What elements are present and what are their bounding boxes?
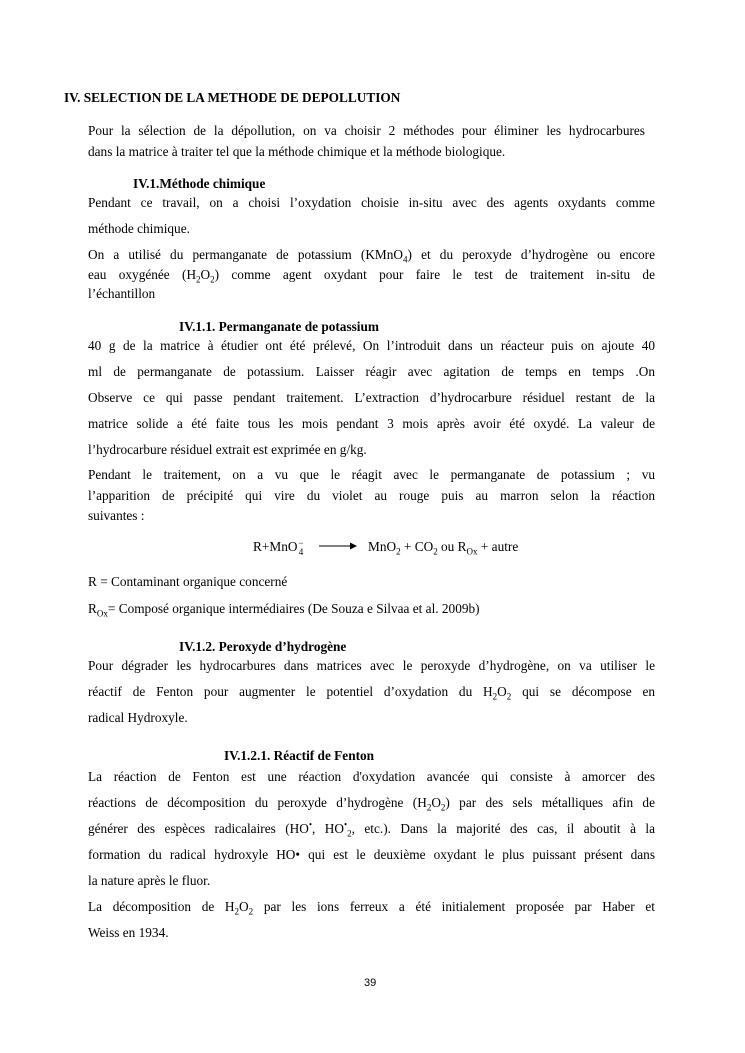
peroxyde-line-2: réactif de Fenton pour augmenter le potentiel d’oxydation du $H_2O_2$ qui se décompose en (88, 684, 656, 702)
haber-line-2: Weiss en 1934. (88, 925, 169, 940)
permanganate-line-4: matrice solide a été faite tous les mois pendant 3 mois après avoir été oxydé. La valeur de (88, 416, 655, 431)
chimique-line-2: méthode chimique. (88, 221, 190, 236)
permanganate-line-3: Observe ce qui passe pendant traitement. L’extraction d’hydrocarbure résiduel restant de la (88, 390, 655, 405)
heading-methode-chimique: IV.1.Méthode chimique (133, 176, 266, 191)
peroxyde-line-3: radical Hydroxyle. (88, 710, 188, 725)
intro-line-1: Pour la sélection de la dépollution, on va choisir 2 méthodes pour éliminer les hydrocarbures (88, 123, 645, 138)
traitement-line-2: l’apparition de précipité qui vire du violet au rouge puis au marron selon la réaction (88, 488, 655, 503)
fenton-line-2: réactions de décomposition du peroxyde d’hydrogène $(H_2O_2)$ par des sels métalliques afin de (88, 795, 655, 813)
oxydants-line-3: l’échantillon (88, 286, 156, 301)
peroxyde-line-1: Pour dégrader les hydrocarbures dans matrices avec le peroxyde d’hydrogène, on va utiliser le (88, 658, 655, 673)
fenton-line-4: formation du radical hydroxyle HO• qui est le deuxième oxydant le plus puissant présent dans (88, 847, 655, 862)
fenton-line-3: générer des espèces radicalaires (HO•, $HO^•_2$, etc.). Dans la majorité des cas, il aboutit à la (88, 819, 656, 839)
definition-rox: $R_{Ox}=$ Composé organique intermédiaires (De Souza e Silvaa et al. 2009b) (88, 601, 480, 619)
heading-fenton: IV.1.2.1. Réactif de Fenton (224, 748, 375, 763)
permanganate-line-5: l’hydrocarbure résiduel extrait est exprimée en g/kg. (88, 442, 367, 457)
definition-r: R = Contaminant organique concerné (88, 574, 288, 589)
reaction-arrow-icon (318, 540, 358, 552)
chimique-line-1: Pendant ce travail, on a choisi l’oxydation choisie in-situ avec des agents oxydants comme (88, 195, 655, 210)
heading-peroxyde: IV.1.2. Peroxyde d’hydrogène (179, 639, 347, 654)
haber-line-1: La décomposition de $H_2O_2$ par les ions ferreux a été initialement proposée par Haber et (88, 899, 655, 917)
traitement-line-3: suivantes : (88, 508, 145, 523)
heading-permanganate: IV.1.1. Permanganate de potassium (179, 319, 379, 334)
section-title: IV. SELECTION DE LA METHODE DE DEPOLLUTION (64, 90, 401, 105)
page-number: 39 (364, 977, 377, 989)
fenton-line-1: La réaction de Fenton est une réaction d'oxydation avancée qui consiste à amorcer des (88, 769, 655, 784)
oxydants-line-2: eau oxygénée $(H_2O_2)$ comme agent oxydant pour faire le test de traitement in-situ de (88, 267, 655, 285)
permanganate-line-2: ml de permanganate de potassium. Laisser réagir avec agitation de temps en temps .On (88, 364, 655, 379)
oxydants-line-1: On a utilisé du permanganate de potassium (KMnO$_4$) et du peroxyde d’hydrogène ou encore (88, 247, 656, 265)
fenton-line-5: la nature après le fluor. (88, 873, 211, 888)
intro-line-2: dans la matrice à traiter tel que la méthode chimique et la méthode biologique. (88, 144, 506, 159)
equation-reactants: R+MnO − 4 (253, 538, 304, 557)
equation-products: $MnO_2 + CO_2$ ou $R_{Ox}$ + autre (368, 539, 519, 557)
permanganate-line-1: 40 g de la matrice à étudier ont été prélevé, On l’introduit dans un réacteur puis on ajoute 40 (88, 338, 655, 353)
traitement-line-1: Pendant le traitement, on a vu que le réagit avec le permanganate de potassium ; vu (88, 467, 655, 482)
